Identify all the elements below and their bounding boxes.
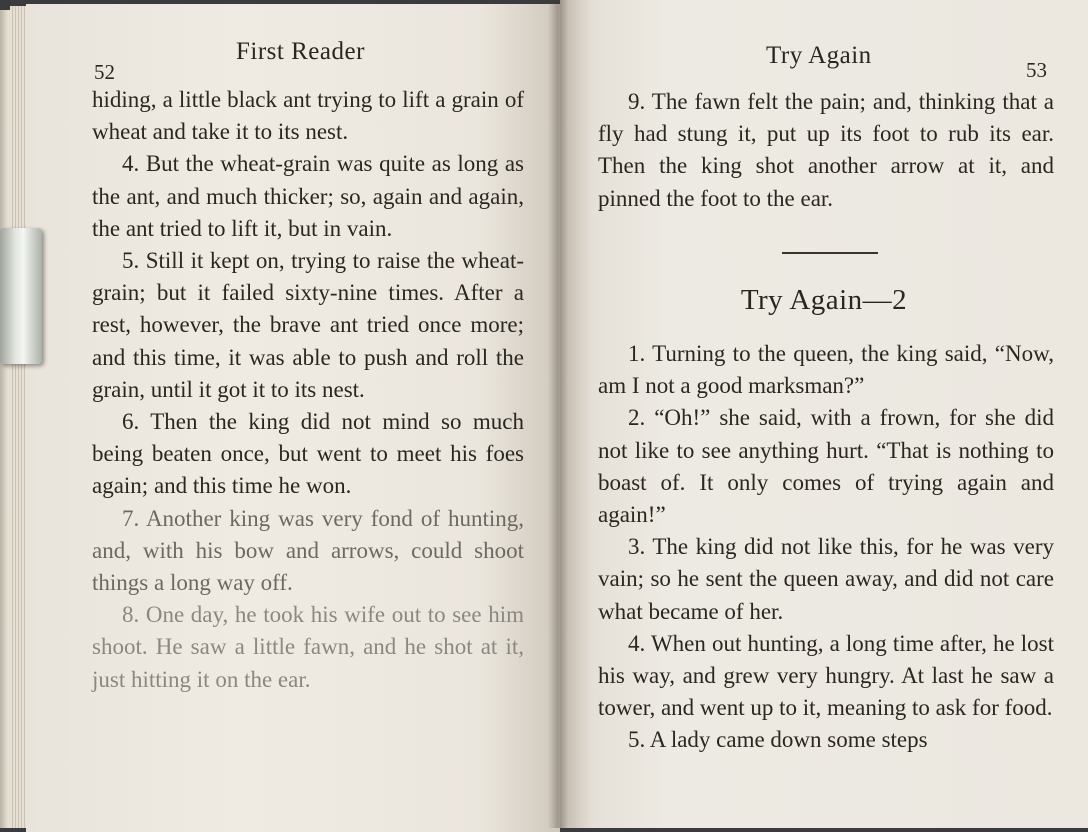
section-title: Try Again—2 [740,284,908,316]
left-paragraph-4: 7. Another king was very fond of hunting, and, with his bow and arrows, could shoot things a long way off. [92,505,524,596]
left-page-number: 52 [94,60,115,84]
right-page [560,0,1088,828]
right-page-top-body [598,86,1054,215]
right-top-paragraph-0: 9. The fawn felt the pain; and, thinking that a fly had stung it, put up its foot to rub its ear. Then the king shot another arrow at it, and pinned the foot to the ear. [598,89,1054,211]
left-page [26,4,560,832]
left-paragraph-3: 6. Then the king did not mind so much being beaten once, but went to meet his foes again; and this time he won. [92,409,524,499]
right-running-head: Try Again [766,42,872,69]
left-paragraph-2: 5. Still it kept on, trying to raise the wheat-grain; but it failed sixty-nine times. After a rest, however, the brave ant tried once more; and this time, it was able to push and roll the grain, until it got it to its nest. [92,248,524,402]
right-paragraph-4: 5. A lady came down some steps [628,727,928,753]
left-page-body [92,84,524,696]
left-running-head: First Reader [236,38,365,65]
section-divider-rule [782,252,878,254]
left-paragraph-1: 4. But the wheat-grain was quite as long as the ant, and much thicker; so, again and again, the ant tried to lift it, but in vain. [92,151,524,241]
right-paragraph-3: 4. When out hunting, a long time after, he lost his way, and grew very hungry. At last he saw a tower, and went up to it, meaning to ask for food. [598,630,1054,721]
book-gutter-shadow [548,0,568,828]
right-paragraph-1: 2. “Oh!” she said, with a frown, for she did not like to see anything hurt. “That is nothing to boast of. It only comes of trying again and again!” [598,405,1054,528]
right-page-number: 53 [1026,58,1047,82]
right-page-body [598,338,1054,757]
right-paragraph-0: 1. Turning to the queen, the king said, “Now, am I not a good marksman?” [598,341,1054,399]
right-paragraph-2: 3. The king did not like this, for he was very vain; so he sent the queen away, and did not care what became of her. [598,534,1054,624]
left-paragraph-5: 8. One day, he took his wife out to see him shoot. He saw a little fawn, and he shot at it, just hitting it on the ear. [92,602,524,692]
left-paragraph-0: hiding, a little black ant trying to lift a grain of wheat and take it to its nest. [92,87,524,145]
page-clip [0,228,42,364]
